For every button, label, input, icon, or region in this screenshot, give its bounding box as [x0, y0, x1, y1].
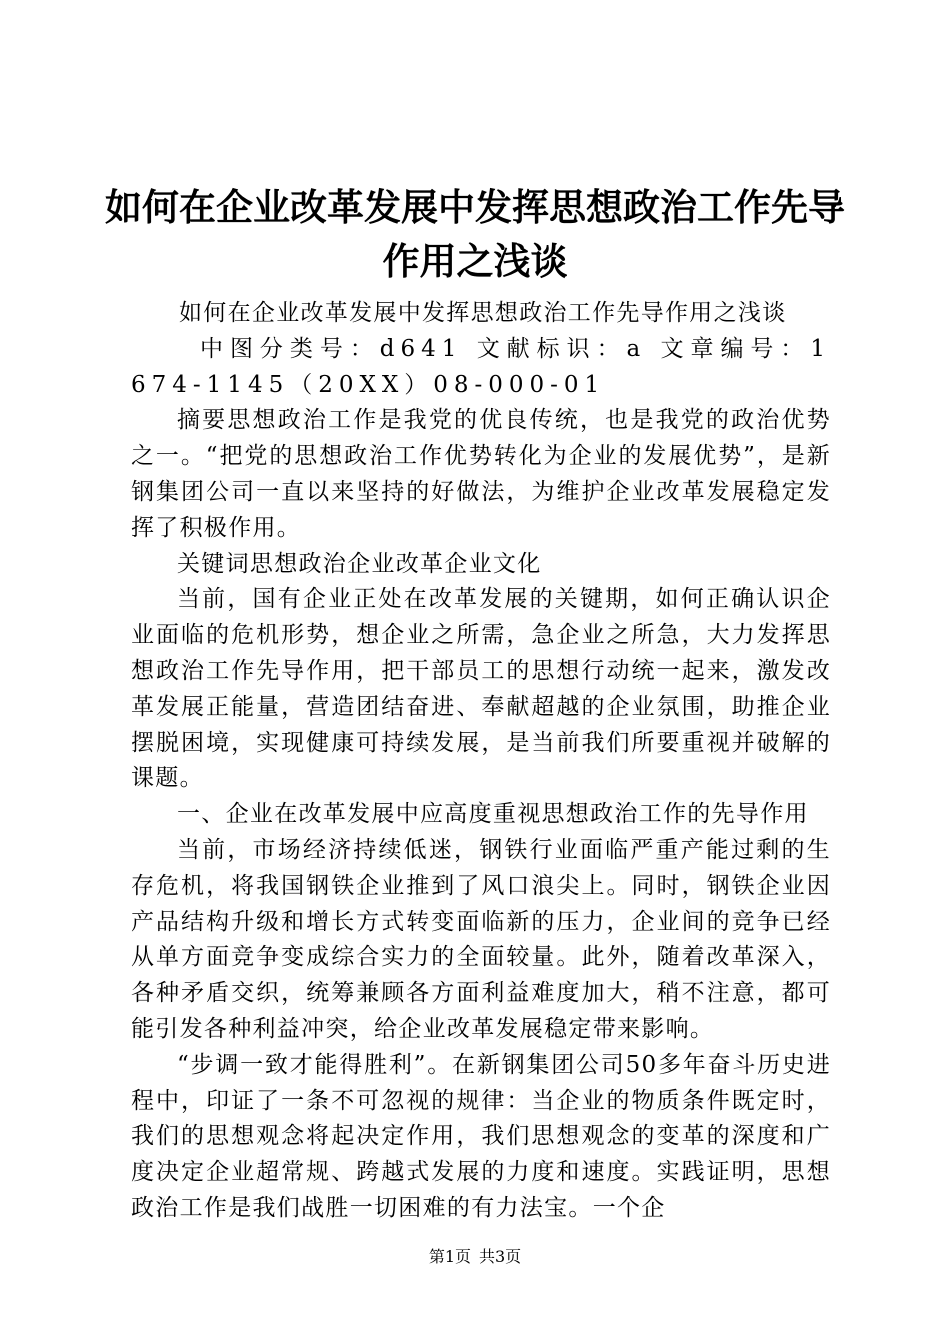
- keywords-paragraph: 关键词思想政治企业改革企业文化: [177, 550, 542, 577]
- body-paragraph: “步调一致才能得胜利”。在新钢集团公司50多年奋斗历史进程中，印证了一条不可忽视的规律：当企业的物质条件既定时，我们的思想观念将起决定作用，我们思想观念的变革的深度和广度决定企业超常规、跨越式发展的力度和速度。实践证明，思想政治工作是我们战胜一切困难的有力法宝。一个企: [131, 1051, 831, 1221]
- document-title-line-1: 如何在企业改革发展中发挥思想政治工作先导: [105, 185, 845, 229]
- body-paragraph: 当前，国有企业正处在改革发展的关键期，如何正确认识企业面临的危机形势，想企业之所需，急企业之所急，大力发挥思想政治工作先导作用，把干部员工的思想行动统一起来，激发改革发展正能量，营造团结奋进、奉献超越的企业氛围，助推企业摆脱困境，实现健康可持续发展，是当前我们所要重视并破解的课题。: [131, 586, 831, 792]
- page-footer: [0, 1244, 950, 1267]
- document-title-line-2: 作用之浅谈: [382, 239, 568, 283]
- page-number: 第1页: [428, 1247, 471, 1266]
- classification-paragraph: 中图分类号：d641 文献标识：a 文章编号：1674-1145（20XX）08-000-01: [131, 335, 831, 398]
- section-heading: 一、企业在改革发展中应高度重视思想政治工作的先导作用: [177, 801, 809, 828]
- document-body: [131, 296, 831, 1227]
- abstract-paragraph: 摘要思想政治工作是我党的优良传统，也是我党的政治优势之一。“把党的思想政治工作优势转化为企业的发展优势”，是新钢集团公司一直以来坚持的好做法，为维护企业改革发展稳定发挥了积极作用。: [131, 407, 831, 541]
- subtitle-paragraph: 如何在企业改革发展中发挥思想政治工作先导作用之浅谈: [179, 300, 787, 326]
- page-total: 共3页: [479, 1247, 522, 1266]
- body-paragraph: 当前，市场经济持续低迷，钢铁行业面临严重产能过剩的生存危机，将我国钢铁企业推到了风口浪尖上。同时，钢铁企业因产品结构升级和增长方式转变面临新的压力，企业间的竞争已经从单方面竞争变成综合实力的全面较量。此外，随着改革深入，各种矛盾交织，统筹兼顾各方面利益难度加大，稍不注意，都可能引发各种利益冲突，给企业改革发展稳定带来影响。: [131, 836, 831, 1042]
